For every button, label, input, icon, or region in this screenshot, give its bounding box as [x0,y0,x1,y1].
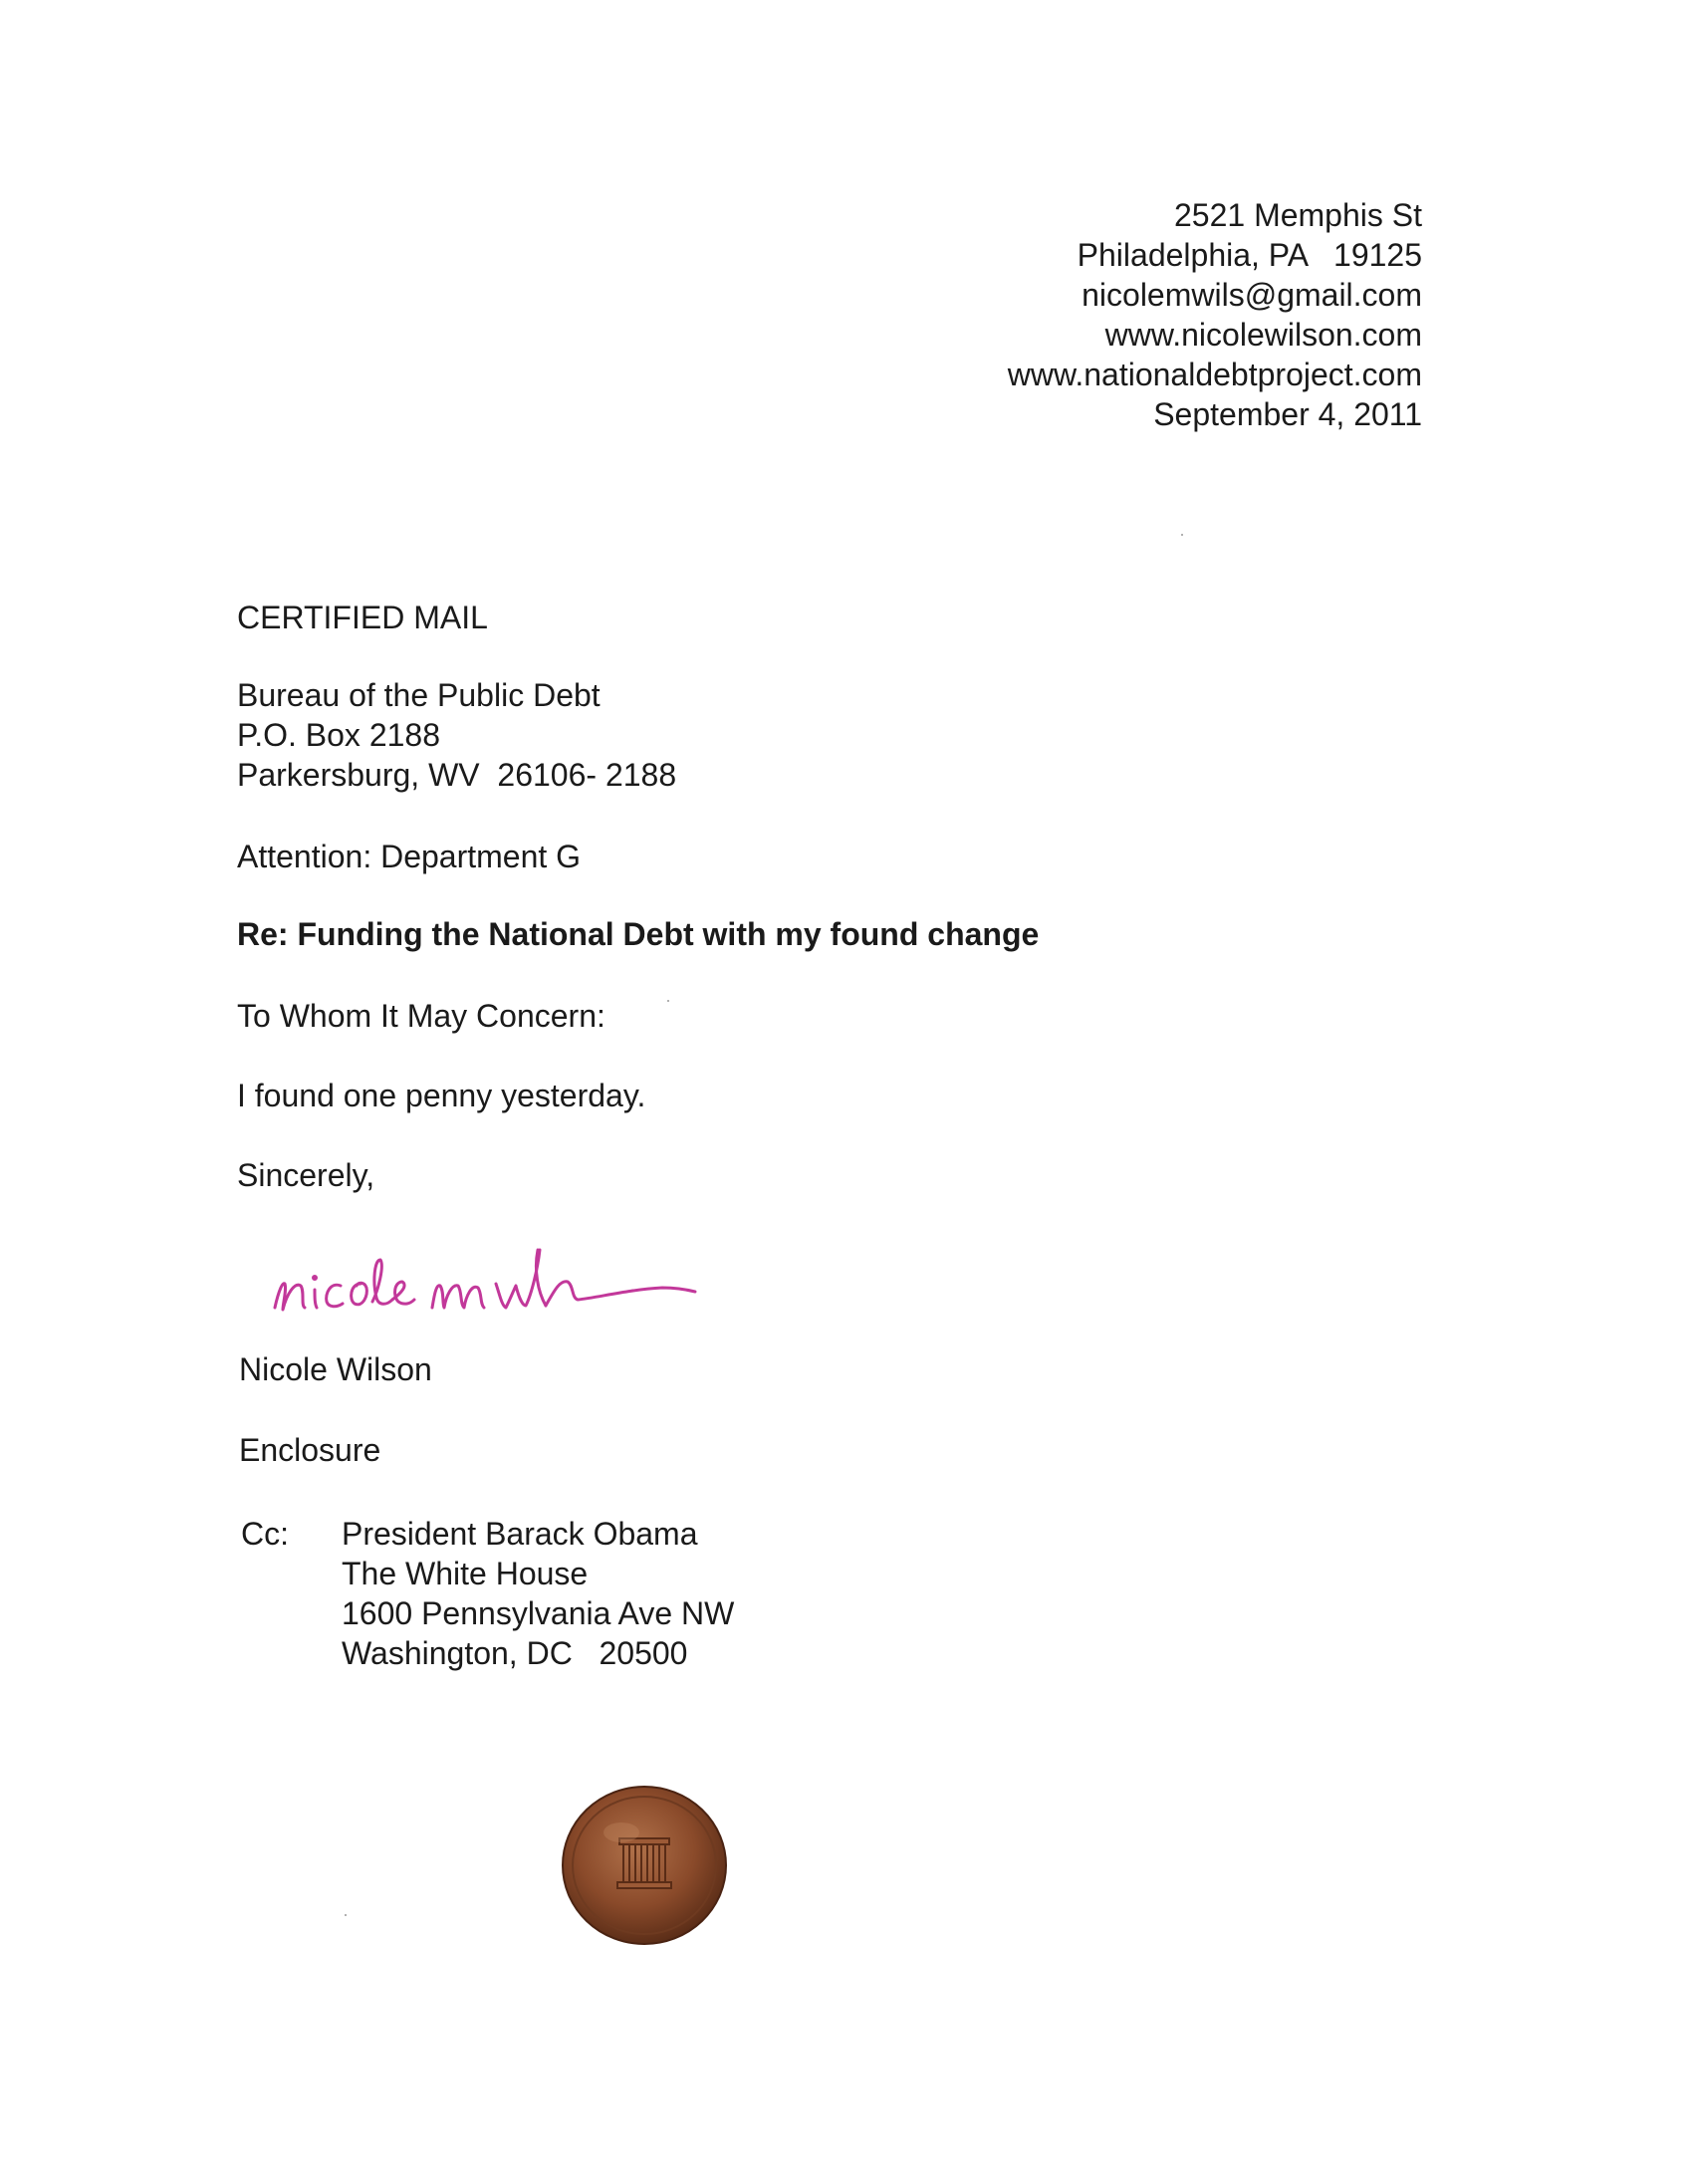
cc-line: The White House [342,1556,589,1591]
signer-name: Nicole Wilson [239,1351,432,1387]
handwritten-signature [269,1220,707,1330]
scan-speck [1181,534,1183,536]
closing: Sincerely, [237,1157,375,1193]
sender-address [1008,195,1422,434]
enclosure-notation: Enclosure [239,1432,381,1468]
mail-type: CERTIFIED MAIL [237,600,488,635]
letter-body: I found one penny yesterday. [237,1078,646,1113]
sender-street: 2521 Memphis St [1173,197,1422,233]
subject-line: Re: Funding the National Debt with my found change [237,916,1040,952]
recipient-name: Bureau of the Public Debt [237,677,601,713]
sender-website-1: www.nicolewilson.com [1104,317,1422,353]
sender-email: nicolemwils@gmail.com [1082,277,1422,313]
salutation: To Whom It May Concern: [237,998,605,1034]
cc-address [342,1514,734,1673]
cc-line: President Barack Obama [342,1516,698,1552]
cc-line: Washington, DC 20500 [342,1635,688,1671]
cc-line: 1600 Pennsylvania Ave NW [342,1595,735,1631]
penny-coin [560,1783,729,1948]
cc-label: Cc: [241,1516,289,1552]
recipient-address [237,675,676,795]
letter-date: September 4, 2011 [1153,396,1422,432]
recipient-city-line: Parkersburg, WV 26106- 2188 [237,757,677,793]
scan-speck [667,1000,669,1002]
sender-city-line: Philadelphia, PA 19125 [1077,237,1422,273]
scan-speck [345,1914,347,1916]
attention-line: Attention: Department G [237,839,582,874]
recipient-po-box: P.O. Box 2188 [237,717,440,753]
sender-website-2: www.nationaldebtproject.com [1007,357,1422,392]
